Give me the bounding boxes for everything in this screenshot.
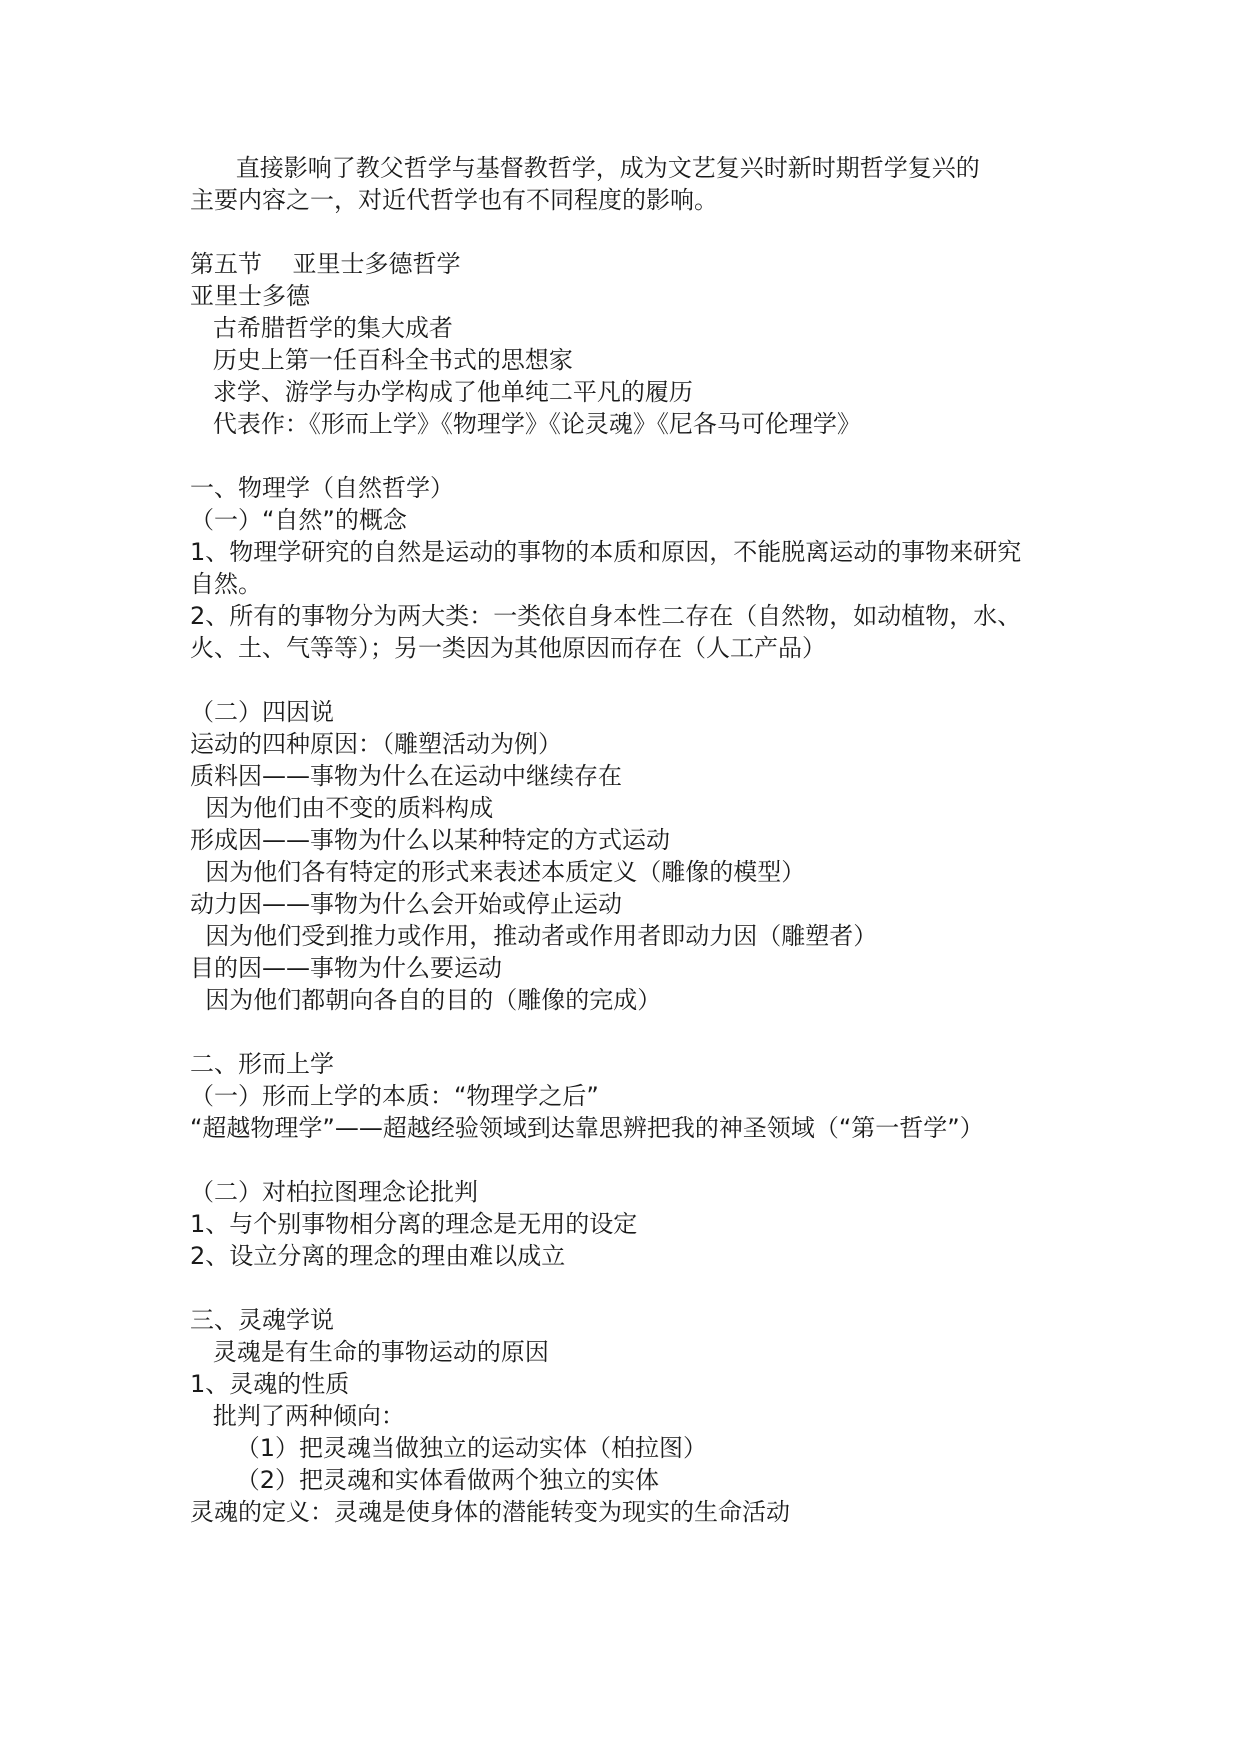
subheading: （一）形而上学的本质：“物理学之后” <box>190 1082 599 1110</box>
list-item: 求学、游学与办学构成了他单纯二平凡的履历 <box>190 378 693 406</box>
subheading: （一）“自然”的概念 <box>190 506 407 534</box>
section-heading: 三、灵魂学说 <box>190 1306 334 1334</box>
section-heading: 一、物理学（自然哲学） <box>190 474 454 502</box>
subheading: 亚里士多德 <box>190 282 310 310</box>
list-item: 1、与个别事物相分离的理念是无用的设定 <box>190 1210 638 1238</box>
paragraph-line: 灵魂是有生命的事物运动的原因 <box>190 1338 549 1366</box>
paragraph-line: 形成因——事物为什么以某种特定的方式运动 <box>190 826 670 854</box>
paragraph-line: 因为他们各有特定的形式来表述本质定义（雕像的模型） <box>190 858 806 886</box>
list-item: 代表作：《形而上学》《物理学》《论灵魂》《尼各马可伦理学》 <box>190 410 861 438</box>
paragraph-line: 因为他们由不变的质料构成 <box>190 794 494 822</box>
paragraph-line: 2、所有的事物分为两大类：一类依自身本性二存在（自然物，如动植物，水、 <box>190 602 1022 630</box>
paragraph-line: 因为他们都朝向各自的目的（雕像的完成） <box>190 986 662 1014</box>
list-item: 古希腊哲学的集大成者 <box>190 314 453 342</box>
paragraph-line: 1、物理学研究的自然是运动的事物的本质和原因，不能脱离运动的事物来研究 <box>190 538 1022 566</box>
paragraph-line: 主要内容之一，对近代哲学也有不同程度的影响。 <box>190 186 718 214</box>
subheading: 1、灵魂的性质 <box>190 1370 350 1398</box>
paragraph-line: 质料因——事物为什么在运动中继续存在 <box>190 762 622 790</box>
section-heading: 第五节 亚里士多德哲学 <box>190 250 461 278</box>
list-item: （2）把灵魂和实体看做两个独立的实体 <box>190 1466 660 1494</box>
subheading: （二）对柏拉图理念论批判 <box>190 1178 478 1206</box>
section-heading: 二、形而上学 <box>190 1050 334 1078</box>
paragraph-line: 因为他们受到推力或作用，推动者或作用者即动力因（雕塑者） <box>190 922 878 950</box>
subheading: （二）四因说 <box>190 698 334 726</box>
list-item: 2、设立分离的理念的理由难以成立 <box>190 1242 566 1270</box>
paragraph-line: 自然。 <box>190 570 262 598</box>
paragraph-line: 灵魂的定义：灵魂是使身体的潜能转变为现实的生命活动 <box>190 1498 790 1526</box>
paragraph-line: 火、土、气等等）；另一类因为其他原因而存在（人工产品） <box>190 634 826 662</box>
paragraph-line: 运动的四种原因：（雕塑活动为例） <box>190 730 562 758</box>
paragraph-line: 动力因——事物为什么会开始或停止运动 <box>190 890 622 918</box>
paragraph-line: “超越物理学”——超越经验领域到达靠思辨把我的神圣领域（“第一哲学”） <box>190 1114 984 1142</box>
paragraph-line: 批判了两种倾向： <box>190 1402 405 1430</box>
list-item: 历史上第一任百科全书式的思想家 <box>190 346 573 374</box>
paragraph-line: 直接影响了教父哲学与基督教哲学，成为文艺复兴时新时期哲学复兴的 <box>190 154 980 182</box>
list-item: （1）把灵魂当做独立的运动实体（柏拉图） <box>190 1434 708 1462</box>
paragraph-line: 目的因——事物为什么要运动 <box>190 954 502 982</box>
